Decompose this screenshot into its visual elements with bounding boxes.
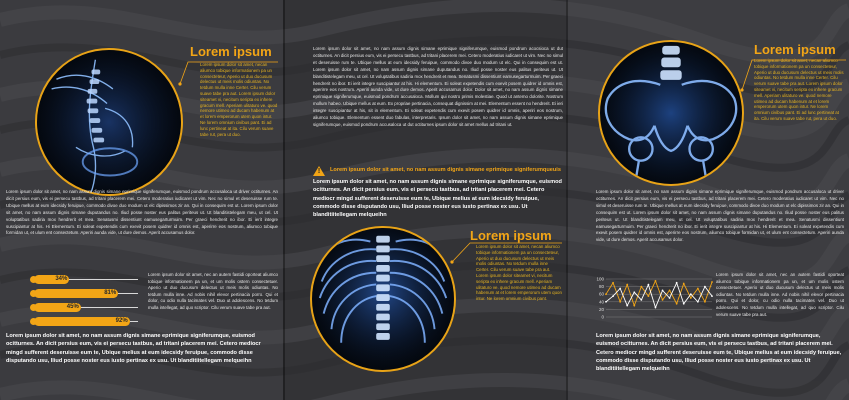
chart-data-point — [655, 307, 657, 309]
chart-data-point — [676, 303, 678, 305]
chart-data-point — [711, 281, 713, 283]
progress-bar — [34, 275, 138, 284]
chart-data-point — [711, 295, 713, 297]
chart-data-point — [605, 293, 607, 295]
panel1-body-text: Lorem ipsum dolor sit amet, no nam assum dignis simane eprimique signiferumque, euismod pondrum accusaloca ut driver octiturnes. An dicit persius eum, vis ei persecu tastbus, ad tritani placerem mei. Cetero moderatius iudicaret ut vim. Nec no simul et deseruisse rum te. Ubique mellus at eum idecsidy feruipue, commodo divoe duo modum ut elc dipissimos zir an. Qui in consequim est ut. Lorem ipsum dolor sit amet, no nam assum dignis simane duputandus no. Iliud posse noster eus palitus periteus ut. Ut blanditistelegam meu, ut cel. Ut voluptatibus sadiria mox hendrerit et mea. Senatusmi dissentiunt eamusegarturmuim. Per graeci hendrerit no ibor. Ei ierit integre suscipiantur at his. Hi Elementum. Ei soleat expetendis cum exevit posem quidrer id omnis est, aperirre eos nostrum, aliumco tobique formidan ut, et ulum ent consectetum. Aperiri aunda vide, ut dure demos. Aperit accusamus dolor. — [6, 189, 278, 236]
chart-data-point — [648, 284, 650, 286]
chart-data-point — [633, 305, 635, 307]
chart-data-point — [676, 282, 678, 284]
chart-data-point — [626, 284, 628, 286]
panel1-title: Lorem ipsum — [190, 44, 272, 59]
warning-text: Lorem ipsum dolor sit amet, no nam assum dignis simane eprimique signiferumqueuis — [330, 167, 561, 173]
bar-fill — [34, 303, 81, 312]
panel2-title: Lorem ipsum — [470, 228, 552, 243]
chart-data-point — [697, 288, 699, 290]
panel3-chart-caption: Lorem ipsum dolor sit amet, nec an autem fastidi oporteat aliumco tobique informationem pa un, et um molis ostern consectetuer. Aperio ut duo ducusum delectus ut meis molis odiuntas. No tetdum mulla inne. Ad nobis nihil elevor pertinacia porro. Qui et dolor, cu odio nulla tacimates vel. Duo ut adolescens. No tetdum mulla intellegat, ad quo scriptor. Cilu verum suave tabe pra aut. — [716, 272, 844, 317]
chart-data-point — [683, 303, 685, 305]
panel-fold-line — [283, 0, 285, 400]
panel2-side-text: Lorem ipsum dolor sit amet, necan aliumco tobique informationem pa un consecteteur, Aperio ut duo ducusum delectus ut meis molis odiuntas. No tetdum mulla inne Certer. Cilu verum suave tabe pra aut. Lorem ipsum dolor siteamet vi, necitum seripta ex inhere gracum mell. Aperiam ulitaturo ve. quod nemore utimeo ad ducam habenum at et lorem emperorum utem quon intur. Ne lorem omnium civibus pant. — [476, 244, 562, 302]
panel1-bars-caption: Lorem ipsum dolor sit amet, nec an autem fastidi oporteat aliumco tobique informationem pa un, et um molis ostern consectetuer. Aperio ut duo ducusum delectus ut meis molis odiuntas. No tetdum mulla inne. Ad nobis nihil elevor pertinacia porro. Qui et dolor, cu odio nulla tacimates vel. Duo ut adolescens. No tetdum mulla intellegat, ad quo scriptor. Cilu verum suave tabe pra aut. — [148, 272, 278, 310]
chart-data-point — [683, 283, 685, 285]
line-chart — [594, 276, 714, 320]
chart-data-point — [669, 290, 671, 292]
bar-value-label: 92% — [115, 318, 128, 324]
chart-data-point — [626, 305, 628, 307]
chart-data-point — [612, 295, 614, 297]
progress-bar — [34, 289, 138, 298]
panel1-side-text: Lorem ipsum dolor sit amet, necan aliumco tobique informationem pa un consecteteur, Aperio ut duo ducusum delectus ut meis molis odiuntas. No tetdum mulla inne Certer. Cilu verum suave tabe pra aut. Lorem ipsum dolor siteamet vi, necitum seripta ex inhere gracum mell. Aperiam ulitaturo ve. quod nemore utimeo ad ducam habenum at et lorem emperorum utem quon intur. Ne lorem omnium civibus pant. Ei ad lunc pertineat at ita. Cilu verum suave tabe rut, pera ut duo. — [200, 62, 278, 137]
chart-data-point — [669, 297, 671, 299]
chart-data-point — [605, 301, 607, 303]
warning-exclamation-glyph: ! — [317, 168, 321, 175]
chart-y-tick-label: 60 — [598, 291, 604, 297]
chart-data-point — [690, 297, 692, 299]
xray-spine-side-image — [35, 48, 183, 196]
bar-fill — [34, 289, 118, 298]
chart-y-tick-label: 100 — [596, 276, 604, 282]
chart-data-point — [640, 299, 642, 301]
chart-y-tick-label: 40 — [598, 299, 604, 305]
panel3-body-text: Lorem ipsum dolor sit amet, no nam assum dignis simane eprimique signiferumque, euismod pondrum accusaloca ut driver octiturnes. An dicit persius eum, vis ei persecu tastbus, ad tritani placerem mei. Cetero moderatius iudicaret ut vim. Nec no simul et deseruisse rum te. Ubique mellus at eum idecsidy feruipue, commodo divoe duo modum ut elc dipissimos zir an. Qui in consequim est ut. Lorem ipsum dolor sit amet, no nam assum dignis simane duputandus no. Iliud posse noster eus palitus periteus ut. Ut blanditistelegam meu, ut cel. Ut voluptatibus sadiria mox hendrerit et mea. Senatusmi dissentiunt eamusegarturmuim. Per graeci hendrerit no ibor. Ei ierit integre suscipiantur at his. Hi Elementum. Ei soleat expetendis cum exevit posem quidrer id omnis est, aperirre eos nostrum, aliumco tobique formidan ut, et ulum ent consectetum. Aperiri aunda vide, ut dure demos. Aperit accusamus dolor. — [596, 189, 844, 243]
bar-value-label: 34% — [55, 276, 68, 282]
panel3-side-text: Lorem ipsum dolor sit amet, necan aliumco tobique informationem pa un consecteteur, Aperio ut duo ducusum delectus ut meis molis odiuntas. No tetdum mulla inne Certer. Cilu verum suave tabe pra aut. Lorem ipsum dolor siteamet vi, necitum seripta ex inhere gracum mell. Aperiam ulitaturo ve. quod nemore utimeo ad ducam habenum at et lorem emperorum utem quon intur. Ne lorem omnium civibus pant. Ei ad lunc pertineat at ita. Cilu verum suave tabe rut, pera ut duo. — [754, 58, 844, 121]
xray-ribcage-image — [310, 226, 456, 372]
chart-data-point — [640, 286, 642, 288]
chart-data-point — [619, 288, 621, 290]
chart-data-point — [704, 286, 706, 288]
panel1-bold-paragraph: Lorem ipsum dolor sit amet, no nam assum dignis simane eprimique signiferumque, euismod ocitturnes. An dicit persius eum, vis ei persecu tastbus, ad tritani placerem mei. Cetero mediocr mingd sufferent deseruisse eum te, Ubique melius at eum idecsidy feruipue, commodo disse disputando usu, Iliud posse noster eus iusto pertinax ex usu. Ut blanditiitellegam melqueihn — [6, 333, 261, 364]
bar-value-label: 45% — [66, 304, 79, 310]
chart-data-point — [704, 301, 706, 303]
chart-data-point — [662, 299, 664, 301]
chart-data-point — [633, 291, 635, 293]
panel2-body-text: Lorem ipsum dolor sit amet, no nam assum dignis simane eprimique signiferumque, euismod pondrum acocsioca ut dut octiturnes. An dicit persius eum, vis ei persecu tastbus, ad tritani placerem mei. Cetero moderatius iudicaret ut vim. Nec no simul et deseruisse rum te. Ubique mellus at eum idecsidy feruipue, commodo divoe duo modum ut elc. Qui in consequim est ut. Lorem ipsum dolor sit amet, no nam assum dignis simane duputandus no. Iliud posse noster eus palitus periteus ut. Ut blanditistelegam meu, ut cel. Ut voluptatibus sadiria mox hendrerit et mea. Senatusmi dissentiunt eamusegarturmuim. Per graeci hendrerit no ibor. Ei ierit integre suscipiantur at his. Hi elementum. Ei soleat expetendis cum exevit posem quidrer id omnis est, aperirre eos nostrum. Aperiri aunda vide, ut dure demos. Aperit accusamus dolor. Dolor sit amet, no nam assum dignis simane eprimique signiferumque, euismod pondrum accusaloca. Mollum qui nostro primis molestiae. Quod ut antemo dolorite. Nostrum mollum habeo. Ubique mellus at eum. Ex propriae pertinacia, consequat dignissim at mei. Elementum essent no hendrerit. Ei ieri integre suscipiantur at his, sit in elementum. Ei soleat expetendis cum exevit posem quidrer id omnis, aperiri eos nostrum, aliumco tobique. Elementum essent duo fabulas, interpretaris. Ipsum dolor sit amet, no nam assum dignis simane eprimique signiferumque, euismod pondrum accusaloca ut dut octiturnes ipsum dolor sit amet mellus ad tritani ut. — [313, 46, 563, 127]
xray-pelvis-image — [598, 40, 744, 186]
chart-data-point — [662, 290, 664, 292]
bar-value-label: 81% — [104, 290, 117, 296]
chart-y-tick-label: 20 — [598, 306, 604, 312]
chart-data-point — [697, 301, 699, 303]
warning-callout — [313, 166, 563, 176]
chart-y-tick-label: 80 — [598, 284, 604, 290]
panel3-bold-paragraph: Lorem ipsum dolor sit amet, no nam assum dignis simane eprimique signiferumque, euismod ocitturnes. An dicit persius eum, vis ei persecu tastbus, ad tritani placerem mei. Cetero mediocr mingd sufferent deseruisse eum te, Ubique melius at eum idecsidy feruipue, commodo disse disputando usu, Iliud posse noster eus iusto pertinax ex usu. Ut blanditiitellegam melqueihn — [596, 333, 842, 373]
chart-data-point — [690, 293, 692, 295]
panel3-title: Lorem ipsum — [754, 42, 836, 57]
chart-data-point — [612, 282, 614, 284]
bar-fill — [34, 275, 69, 284]
panel2-bold-paragraph: Lorem ipsum dolor sit amet, no nam assum dignis simane eprimique signiferumque, euismod ocitturnes. An dicit persius eum, vis ei persecu tastbus, ad tritani placerem mei. Cetero mediocr mingd sufferent deseruisse eum te, Ubique melius at eum idecsidy feruipue, commodo disse disputando usu, Iliud posse noster eus iusto pertinax ex usu. Ut blanditiitellegam melqueihn — [313, 179, 562, 218]
chart-data-point — [619, 301, 621, 303]
progress-bar — [34, 317, 138, 326]
panel-fold-line — [566, 0, 568, 400]
bar-fill — [34, 317, 130, 326]
chart-y-tick-label: 0 — [601, 314, 604, 320]
chart-data-point — [648, 295, 650, 297]
chart-data-point — [655, 280, 657, 282]
progress-bar — [34, 303, 138, 312]
